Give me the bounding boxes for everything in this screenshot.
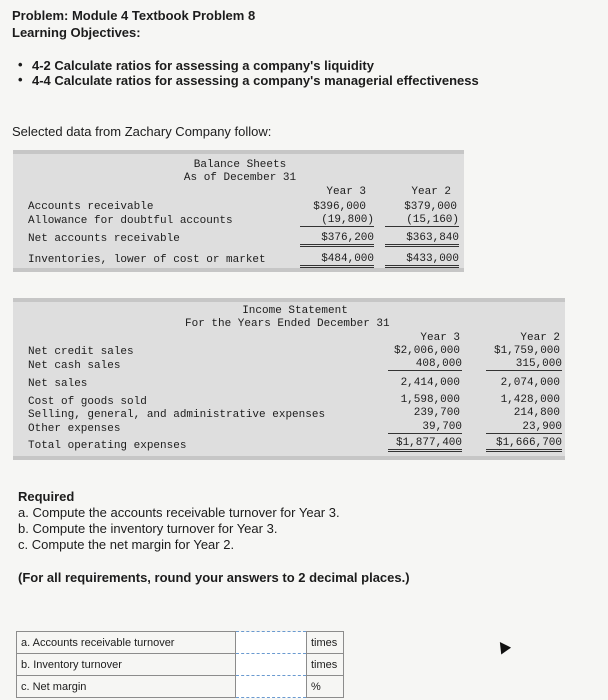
row-value: $1,666,700 <box>486 437 562 452</box>
row-value: $396,000 <box>313 201 366 213</box>
answer-unit: % <box>307 676 344 698</box>
required-item: a. Compute the accounts receivable turnover for Year 3. <box>18 505 340 520</box>
row-label: Cost of goods sold <box>28 396 147 408</box>
row-value: 23,900 <box>486 421 562 434</box>
required-heading: Required <box>18 489 75 504</box>
row-value: 408,000 <box>388 358 462 371</box>
mouse-cursor-icon <box>495 639 511 655</box>
answer-label: c. Net margin <box>17 676 236 698</box>
row-label: Accounts receivable <box>28 201 154 213</box>
balance-sheet-subtitle: As of December 31 <box>183 172 297 184</box>
panel-stripe <box>13 268 464 272</box>
objective-item: • 4-2 Calculate ratios for assessing a company's liquidity <box>18 57 374 73</box>
net-margin-input[interactable] <box>236 676 307 698</box>
answer-label: a. Accounts receivable turnover <box>17 632 236 654</box>
answer-row <box>17 676 344 698</box>
required-item: b. Compute the inventory turnover for Year 3. <box>18 521 278 536</box>
row-value: $379,000 <box>404 201 457 213</box>
column-header-year3: Year 3 <box>420 332 460 344</box>
row-value: 315,000 <box>486 358 562 371</box>
row-value: $1,877,400 <box>388 437 462 452</box>
panel-stripe <box>13 150 464 154</box>
row-value: 39,700 <box>388 421 462 434</box>
income-statement-subtitle: For the Years Ended December 31 <box>185 318 390 330</box>
row-label: Other expenses <box>28 423 121 435</box>
row-value: 2,074,000 <box>500 377 560 389</box>
ar-turnover-input[interactable] <box>236 632 307 654</box>
answer-row <box>17 654 344 676</box>
row-value: $363,840 <box>385 232 459 247</box>
answer-row <box>17 632 344 654</box>
rounding-note: (For all requirements, round your answers to 2 decimal places.) <box>18 570 410 585</box>
row-value: $376,200 <box>300 232 374 247</box>
row-value: 1,598,000 <box>400 394 460 406</box>
answer-label: b. Inventory turnover <box>17 654 236 676</box>
row-value: (19,800) <box>300 214 374 227</box>
inventory-turnover-input[interactable] <box>236 654 307 676</box>
intro-text: Selected data from Zachary Company follow: <box>12 124 272 139</box>
row-value: (15,160) <box>385 214 459 227</box>
row-label: Selling, general, and administrative expenses <box>28 409 326 421</box>
objective-item: • 4-4 Calculate ratios for assessing a company's managerial effectiveness <box>18 72 479 88</box>
row-value: 1,428,000 <box>500 394 560 406</box>
row-label: Total operating expenses <box>28 440 187 452</box>
row-label: Allowance for doubtful accounts <box>28 215 233 227</box>
answer-unit: times <box>307 654 344 676</box>
required-item: c. Compute the net margin for Year 2. <box>18 537 235 552</box>
row-label: Net cash sales <box>28 360 121 372</box>
column-header-year3: Year 3 <box>326 186 366 198</box>
row-label: Net accounts receivable <box>28 233 180 245</box>
problem-title: Problem: Module 4 Textbook Problem 8 <box>12 8 256 23</box>
row-value: $484,000 <box>300 253 374 268</box>
panel-stripe <box>13 298 565 302</box>
row-label: Net sales <box>28 378 88 390</box>
answer-unit: times <box>307 632 344 654</box>
answer-table <box>16 631 344 698</box>
income-statement-title: Income Statement <box>242 305 348 317</box>
objectives-heading: Learning Objectives: <box>12 25 141 40</box>
row-value: $2,006,000 <box>393 345 460 357</box>
row-label: Net credit sales <box>28 346 134 358</box>
row-value: 214,800 <box>513 407 560 419</box>
panel-stripe <box>13 456 565 460</box>
row-value: $433,000 <box>385 253 459 268</box>
row-label: Inventories, lower of cost or market <box>28 254 266 266</box>
row-value: 2,414,000 <box>400 377 460 389</box>
column-header-year2: Year 2 <box>520 332 560 344</box>
row-value: $1,759,000 <box>493 345 560 357</box>
column-header-year2: Year 2 <box>411 186 451 198</box>
row-value: 239,700 <box>413 407 460 419</box>
balance-sheet-title: Balance Sheets <box>193 159 287 171</box>
